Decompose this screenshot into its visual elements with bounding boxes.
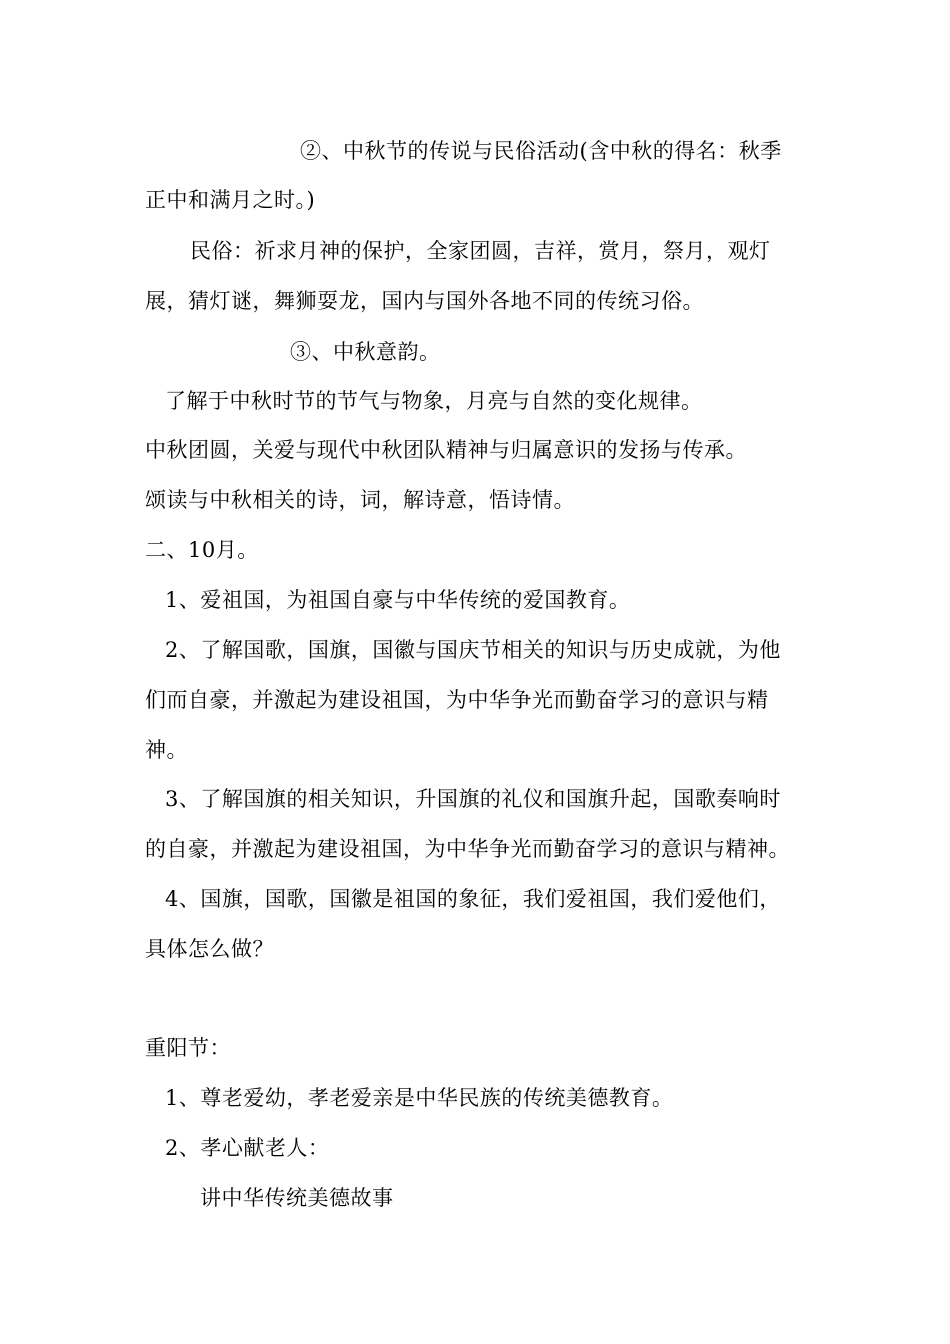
text-line: 正中和满月之时。) [145,188,316,212]
text-line: 3、了解国旗的相关知识，升国旗的礼仪和国旗升起，国歌奏响时 [165,787,781,811]
text-line: 1、爱祖国，为祖国自豪与中华传统的爱国教育。 [165,588,631,612]
text-line: 的自豪，并激起为建设祖国，为中华争光而勤奋学习的意识与精神。 [145,837,790,861]
text-line: 民俗：祈求月神的保护，全家团圆，吉祥，赏月，祭月，观灯 [190,239,771,263]
text-line: 们而自豪，并激起为建设祖国，为中华争光而勤奋学习的意识与精 [145,688,769,712]
section-heading: 重阳节： [145,1036,231,1060]
text-line: 中秋团圆，关爱与现代中秋团队精神与归属意识的发扬与传承。 [145,438,747,462]
text-line: ③、中秋意韵。 [290,340,441,364]
text-line: 展，猜灯谜，舞狮耍龙，国内与国外各地不同的传统习俗。 [145,289,704,313]
text-line: 二、10月。 [145,538,259,562]
text-line: 神。 [145,738,188,762]
text-line: 颂读与中秋相关的诗，词，解诗意，悟诗情。 [145,488,575,512]
text-line: 具体怎么做？ [145,937,274,961]
text-line: 4、国旗，国歌，国徽是祖国的象征，我们爱祖国，我们爱他们， [165,887,781,911]
text-line: 1、尊老爱幼，孝老爱亲是中华民族的传统美德教育。 [165,1086,674,1110]
text-line: ②、中秋节的传说与民俗活动(含中秋的得名：秋季 [300,139,782,163]
text-line: 2、孝心献老人： [165,1136,330,1160]
text-line: 了解于中秋时节的节气与物象，月亮与自然的变化规律。 [165,389,703,413]
text-line: 2、了解国歌，国旗，国徽与国庆节相关的知识与历史成就，为他 [165,638,781,662]
text-line: 讲中华传统美德故事 [200,1186,394,1210]
